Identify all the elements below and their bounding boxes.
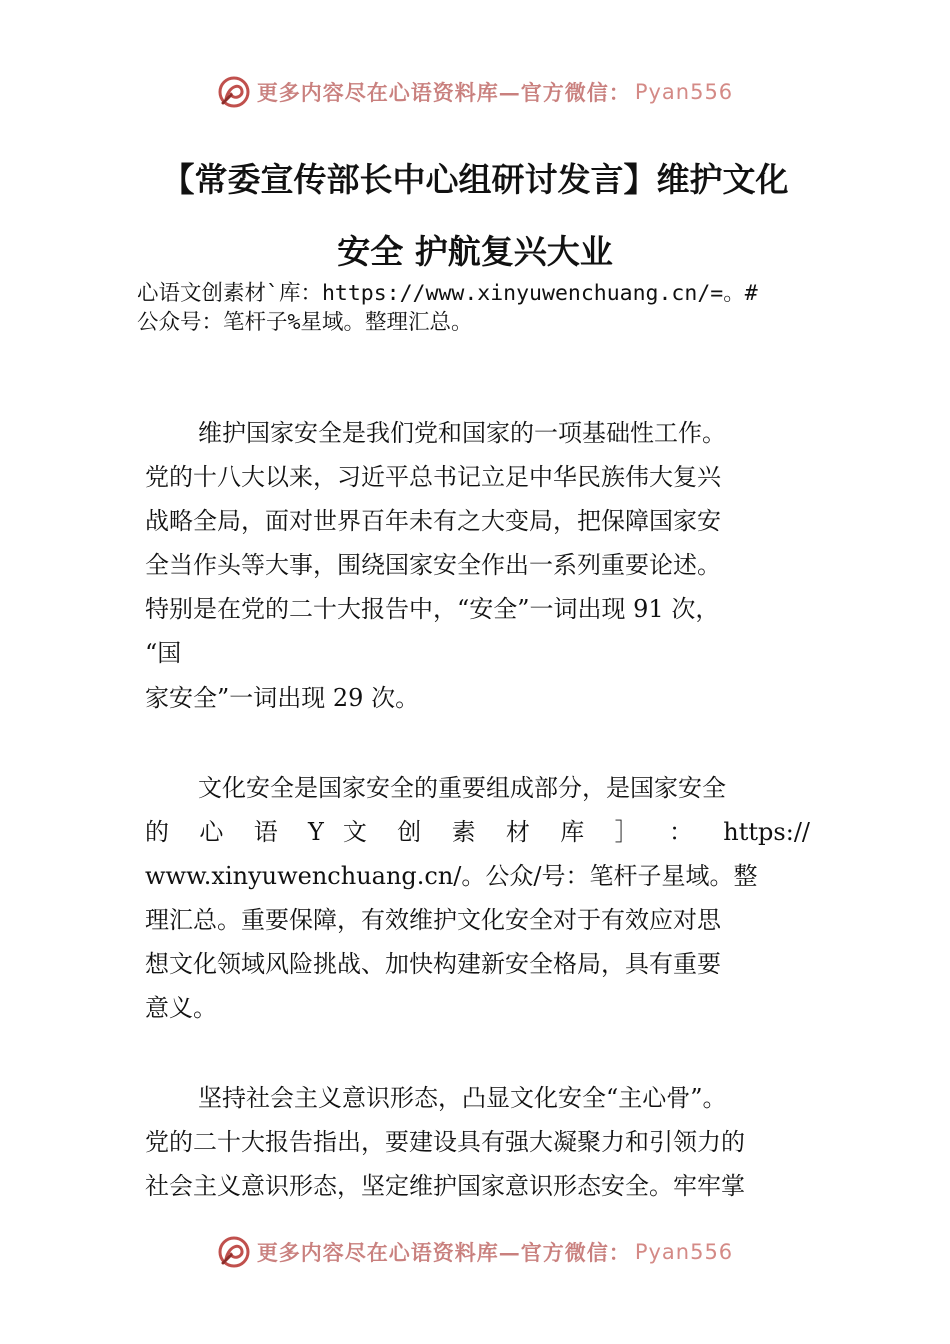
paragraph-2-line-3: www.xinyuwenchuang.cn/。公众/号：笔杆子星域。整 (145, 862, 758, 890)
footer-banner (0, 1230, 950, 1274)
paragraph-1-line-4: 全当作头等大事，围绕国家安全作出一系列重要论述。 (145, 551, 721, 579)
document-title-line-1: 【常委宣传部长中心组研讨发言】维护文化 (161, 160, 789, 199)
paragraph-1-line-3: 战略全局，面对世界百年未有之大变局，把保障国家安 (145, 507, 721, 535)
paragraph-2-line-6: 意义。 (145, 994, 217, 1022)
header-banner (0, 70, 950, 114)
document-title-line-2: 安全 护航复兴大业 (337, 232, 613, 271)
banner-text: 更多内容尽在心语资料库—官方微信： (256, 80, 631, 105)
red-swirl-logo-icon (217, 75, 251, 109)
source-line-2: 公众号：笔杆子%星域。整理汇总。 (137, 310, 473, 335)
paragraph-1-line-1: 维护国家安全是我们党和国家的一项基础性工作。 (198, 419, 726, 447)
paragraph-1-line-6: “国 (145, 639, 182, 667)
paragraph-3-line-1: 坚持社会主义意识形态，凸显文化安全“主心骨”。 (198, 1084, 727, 1112)
banner-brand: Pyan556 (634, 80, 734, 104)
paragraph-3-line-3: 社会主义意识形态，坚定维护国家意识形态安全。牢牢掌 (145, 1172, 745, 1200)
paragraph-2-line-2: 的 心 语 Y 文 创 素 材 库 ］ ： https:// (145, 818, 810, 846)
paragraph-2-line-5: 想文化领域风险挑战、加快构建新安全格局，具有重要 (145, 950, 721, 978)
paragraph-1-line-5: 特别是在党的二十大报告中，“安全”一词出现 91 次， (145, 595, 720, 623)
red-swirl-logo-icon (217, 1235, 251, 1269)
paragraph-2-line-1: 文化安全是国家安全的重要组成部分，是国家安全 (198, 774, 726, 802)
paragraph-1-line-2: 党的十八大以来，习近平总书记立足中华民族伟大复兴 (145, 463, 721, 491)
footer-banner-brand: Pyan556 (634, 1240, 734, 1264)
footer-banner-text: 更多内容尽在心语资料库—官方微信： (256, 1240, 631, 1265)
paragraph-3-line-2: 党的二十大报告指出，要建设具有强大凝聚力和引领力的 (145, 1128, 745, 1156)
source-line-1: 心语文创素材`库：https://www.xinyuwenchuang.cn/=。# (137, 281, 758, 306)
paragraph-2-line-4: 理汇总。重要保障，有效维护文化安全对于有效应对思 (145, 906, 721, 934)
paragraph-1-line-7: 家安全”一词出现 29 次。 (145, 684, 420, 712)
